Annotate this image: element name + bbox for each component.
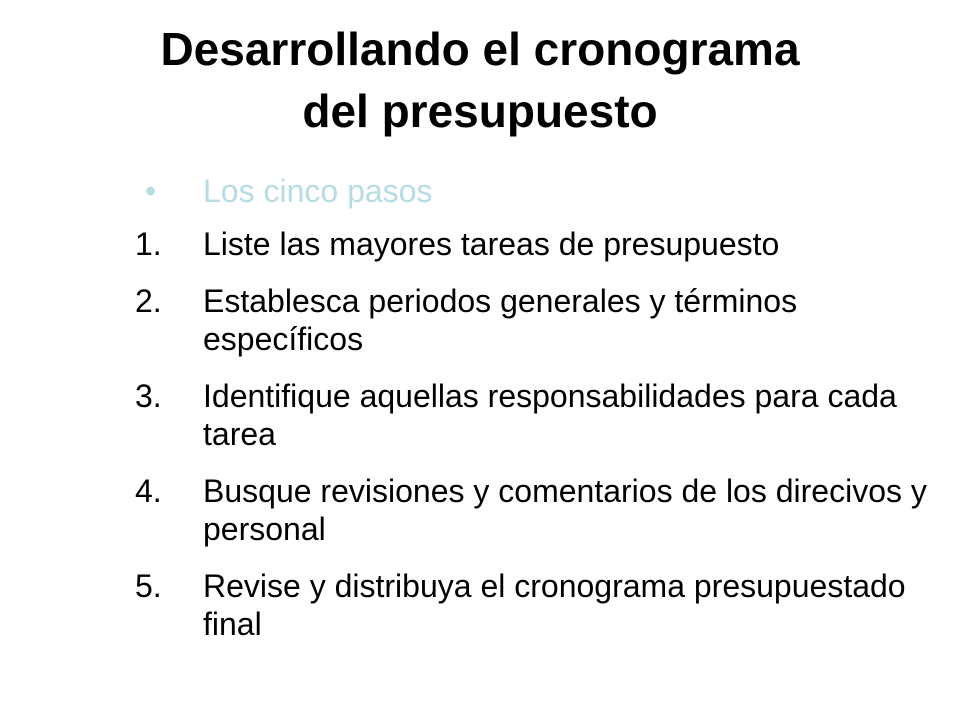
step-text: Liste las mayores tareas de presupuesto <box>203 226 780 262</box>
step-item-4 <box>135 472 935 548</box>
step-text: Busque revisiones y comentarios de los direcivos y personal <box>203 473 927 547</box>
step-item-1 <box>135 225 935 263</box>
intro-bullet-item <box>135 172 935 210</box>
step-number: 3. <box>135 378 162 414</box>
intro-bullet-text: Los cinco pasos <box>203 173 433 209</box>
slide-title <box>0 18 960 142</box>
step-number: 5. <box>135 568 162 604</box>
step-item-5 <box>135 567 935 643</box>
step-text: Identifique aquellas responsabilidades para cada tarea <box>203 378 897 452</box>
step-text: Revise y distribuya el cronograma presupuestado final <box>203 568 906 642</box>
slide-title-line-1: Desarrollando el cronograma <box>160 23 800 75</box>
step-number: 1. <box>135 226 162 262</box>
step-item-2 <box>135 282 935 358</box>
step-item-3 <box>135 377 935 453</box>
slide-title-line-2: del presupuesto <box>302 85 658 137</box>
step-text: Establesca periodos generales y términos específicos <box>203 283 798 357</box>
bullet-marker: • <box>145 173 157 209</box>
step-number: 4. <box>135 473 162 509</box>
step-number: 2. <box>135 283 162 319</box>
steps-list <box>135 172 935 662</box>
